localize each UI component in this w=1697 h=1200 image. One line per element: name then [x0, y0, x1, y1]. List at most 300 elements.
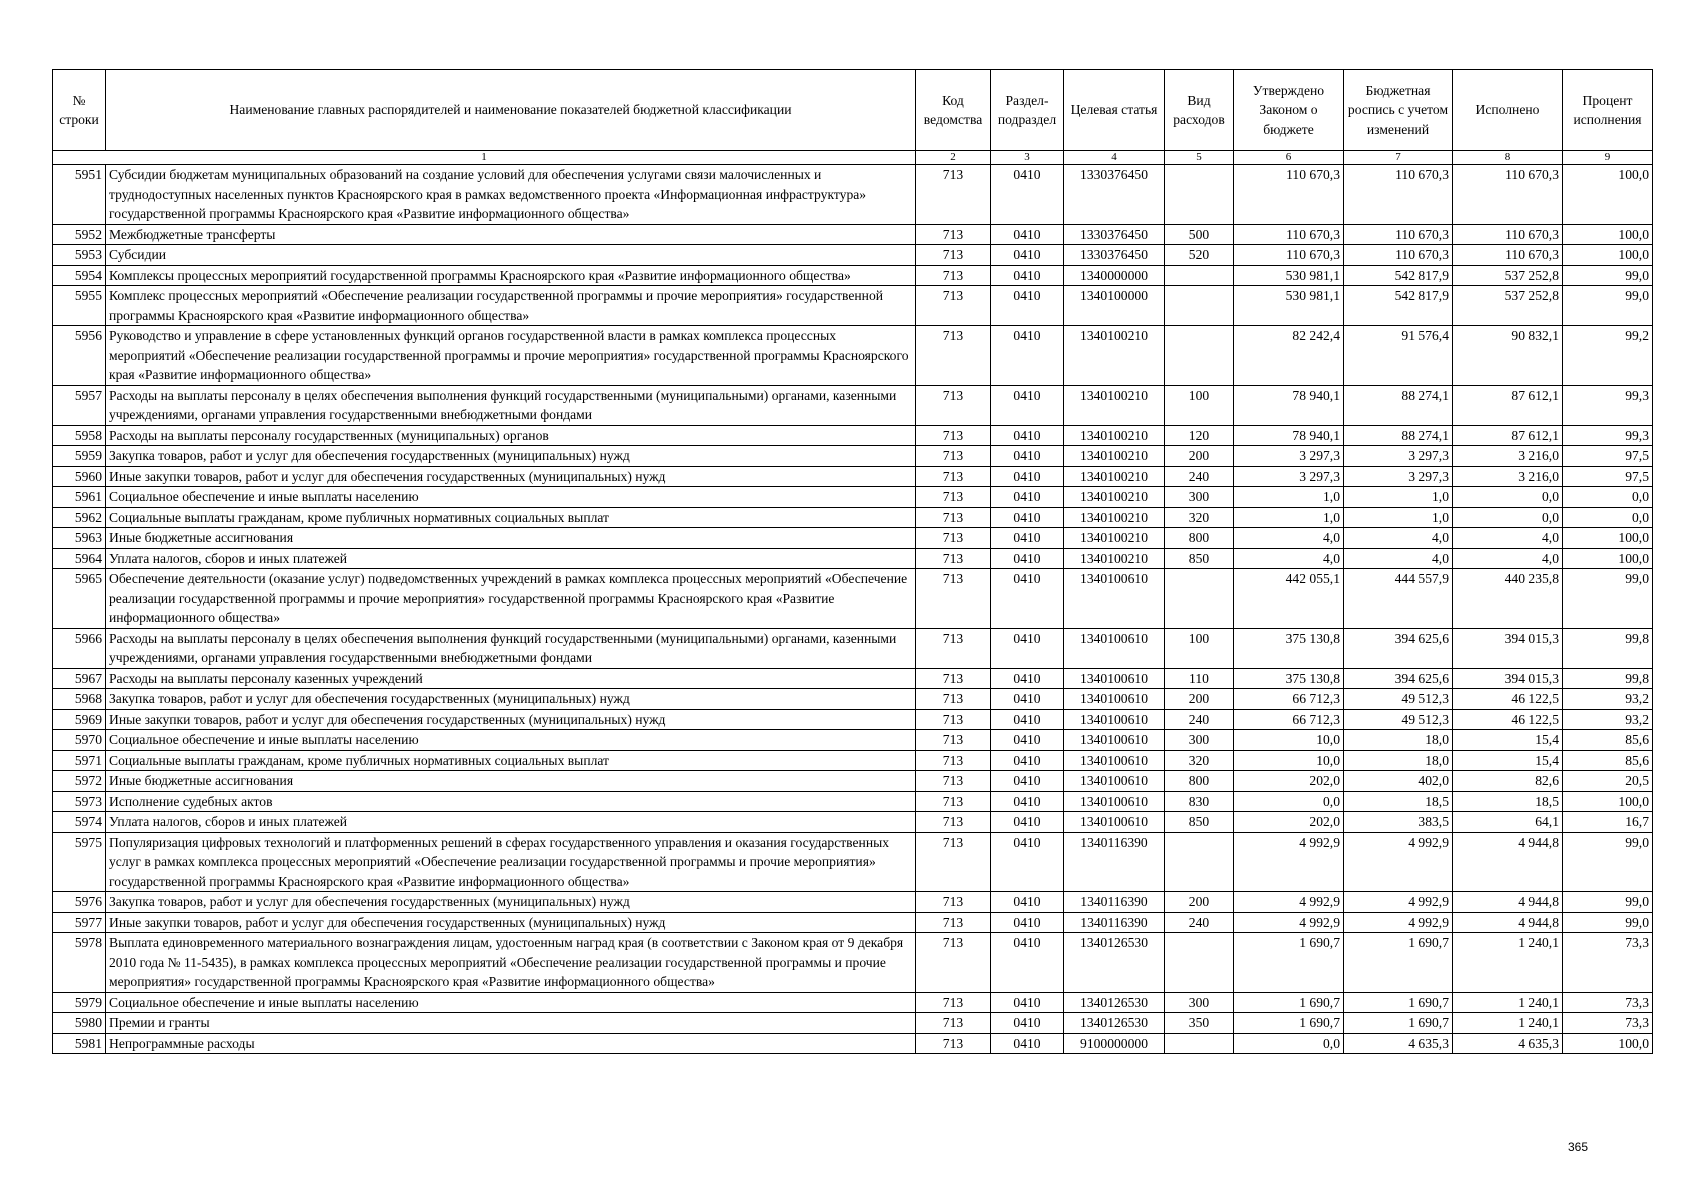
row-name-cell: Закупка товаров, работ и услуг для обеспечения государственных (муниципальных) нужд: [106, 892, 916, 913]
column-number: 3: [991, 151, 1064, 165]
row-expense-type-cell: 200: [1165, 446, 1234, 467]
row-percent-cell: 97,5: [1563, 446, 1653, 467]
header-expense-type: Вид расходов: [1165, 70, 1234, 151]
row-approved-cell: 4 992,9: [1234, 892, 1344, 913]
row-percent-cell: 99,3: [1563, 385, 1653, 425]
row-name-cell: Социальное обеспечение и иные выплаты населению: [106, 992, 916, 1013]
row-executed-cell: 0,0: [1453, 487, 1563, 508]
row-section-cell: 0410: [991, 385, 1064, 425]
row-section-cell: 0410: [991, 832, 1064, 892]
row-target-cell: 1340100610: [1064, 689, 1165, 710]
row-percent-cell: 99,0: [1563, 265, 1653, 286]
row-approved-cell: 3 297,3: [1234, 446, 1344, 467]
row-expense-type-cell: 850: [1165, 548, 1234, 569]
row-percent-cell: 93,2: [1563, 689, 1653, 710]
row-expense-type-cell: 830: [1165, 791, 1234, 812]
row-expense-type-cell: 200: [1165, 689, 1234, 710]
row-target-cell: 1340100210: [1064, 446, 1165, 467]
row-number-cell: 5957: [53, 385, 106, 425]
row-executed-cell: 87 612,1: [1453, 385, 1563, 425]
table-row: [53, 507, 1653, 528]
row-percent-cell: 99,8: [1563, 668, 1653, 689]
row-budget-list-cell: 542 817,9: [1344, 265, 1453, 286]
row-budget-list-cell: 1,0: [1344, 507, 1453, 528]
row-target-cell: 1340100210: [1064, 528, 1165, 549]
row-percent-cell: 99,0: [1563, 912, 1653, 933]
row-name-cell: Иные бюджетные ассигнования: [106, 771, 916, 792]
row-number-cell: 5972: [53, 771, 106, 792]
row-name-cell: Закупка товаров, работ и услуг для обеспечения государственных (муниципальных) нужд: [106, 446, 916, 467]
row-dept-code-cell: 713: [916, 730, 991, 751]
row-budget-list-cell: 444 557,9: [1344, 569, 1453, 629]
header-dept-code: Код ведомства: [916, 70, 991, 151]
row-budget-list-cell: 3 297,3: [1344, 466, 1453, 487]
row-budget-list-cell: 88 274,1: [1344, 425, 1453, 446]
row-number-cell: 5978: [53, 933, 106, 993]
row-name-cell: Обеспечение деятельности (оказание услуг) подведомственных учреждений в рамках комплекса процессных мероприятий «Обеспечение реализации государственной программы и прочие мероприятия» государственной программы Красноярского края «Развитие информационного общества»: [106, 569, 916, 629]
row-section-cell: 0410: [991, 286, 1064, 326]
row-percent-cell: 99,8: [1563, 628, 1653, 668]
row-expense-type-cell: 850: [1165, 812, 1234, 833]
row-number-cell: 5965: [53, 569, 106, 629]
row-percent-cell: 99,0: [1563, 892, 1653, 913]
row-name-cell: Субсидии: [106, 245, 916, 266]
table-body: [53, 165, 1653, 1054]
row-target-cell: 1340000000: [1064, 265, 1165, 286]
row-number-cell: 5977: [53, 912, 106, 933]
row-executed-cell: 110 670,3: [1453, 245, 1563, 266]
row-dept-code-cell: 713: [916, 812, 991, 833]
row-section-cell: 0410: [991, 548, 1064, 569]
row-budget-list-cell: 18,5: [1344, 791, 1453, 812]
table-row: [53, 628, 1653, 668]
row-approved-cell: 4,0: [1234, 528, 1344, 549]
table-header: [53, 70, 1653, 165]
row-target-cell: 1330376450: [1064, 224, 1165, 245]
row-executed-cell: 1 240,1: [1453, 933, 1563, 993]
row-percent-cell: 100,0: [1563, 245, 1653, 266]
row-number-cell: 5952: [53, 224, 106, 245]
row-name-cell: Закупка товаров, работ и услуг для обеспечения государственных (муниципальных) нужд: [106, 689, 916, 710]
table-row: [53, 771, 1653, 792]
table-row: [53, 548, 1653, 569]
row-section-cell: 0410: [991, 992, 1064, 1013]
row-expense-type-cell: 200: [1165, 892, 1234, 913]
row-percent-cell: 93,2: [1563, 709, 1653, 730]
table-row: [53, 912, 1653, 933]
row-expense-type-cell: 100: [1165, 385, 1234, 425]
row-number-cell: 5961: [53, 487, 106, 508]
row-approved-cell: 202,0: [1234, 812, 1344, 833]
table-row: [53, 224, 1653, 245]
row-percent-cell: 100,0: [1563, 528, 1653, 549]
table-row: [53, 528, 1653, 549]
row-name-cell: Руководство и управление в сфере установленных функций органов государственной власти в рамках комплекса процессных мероприятий «Обеспечение реализации государственной программы и прочие мероприятия» государственной программы Красноярского края «Развитие информационного общества»: [106, 326, 916, 386]
row-approved-cell: 530 981,1: [1234, 265, 1344, 286]
row-name-cell: Исполнение судебных актов: [106, 791, 916, 812]
table-row: [53, 385, 1653, 425]
row-name-cell: Иные закупки товаров, работ и услуг для обеспечения государственных (муниципальных) нужд: [106, 912, 916, 933]
document-page: [52, 69, 1652, 1054]
row-name-cell: Комплексы процессных мероприятий государственной программы Красноярского края «Развитие информационного общества»: [106, 265, 916, 286]
row-target-cell: 1340116390: [1064, 892, 1165, 913]
row-expense-type-cell: [1165, 265, 1234, 286]
row-percent-cell: 73,3: [1563, 1013, 1653, 1034]
row-dept-code-cell: 713: [916, 668, 991, 689]
row-dept-code-cell: 713: [916, 569, 991, 629]
row-name-cell: Межбюджетные трансферты: [106, 224, 916, 245]
table-row: [53, 286, 1653, 326]
row-dept-code-cell: 713: [916, 385, 991, 425]
row-number-cell: 5980: [53, 1013, 106, 1034]
row-dept-code-cell: 713: [916, 487, 991, 508]
row-expense-type-cell: 520: [1165, 245, 1234, 266]
row-section-cell: 0410: [991, 425, 1064, 446]
row-dept-code-cell: 713: [916, 912, 991, 933]
row-name-cell: Социальное обеспечение и иные выплаты населению: [106, 730, 916, 751]
row-number-cell: 5979: [53, 992, 106, 1013]
row-executed-cell: 1 240,1: [1453, 1013, 1563, 1034]
row-expense-type-cell: 800: [1165, 771, 1234, 792]
row-number-cell: 5958: [53, 425, 106, 446]
row-target-cell: 1340100210: [1064, 385, 1165, 425]
row-budget-list-cell: 4 992,9: [1344, 892, 1453, 913]
row-dept-code-cell: 713: [916, 446, 991, 467]
row-budget-list-cell: 88 274,1: [1344, 385, 1453, 425]
table-row: [53, 487, 1653, 508]
row-budget-list-cell: 110 670,3: [1344, 165, 1453, 225]
row-section-cell: 0410: [991, 689, 1064, 710]
column-number: 1: [53, 151, 916, 165]
row-dept-code-cell: 713: [916, 1033, 991, 1054]
row-budget-list-cell: 49 512,3: [1344, 709, 1453, 730]
row-approved-cell: 3 297,3: [1234, 466, 1344, 487]
row-budget-list-cell: 383,5: [1344, 812, 1453, 833]
row-name-cell: Расходы на выплаты персоналу государственных (муниципальных) органов: [106, 425, 916, 446]
row-target-cell: 1340100610: [1064, 628, 1165, 668]
row-target-cell: 1340100210: [1064, 326, 1165, 386]
row-target-cell: 1340100610: [1064, 730, 1165, 751]
row-number-cell: 5963: [53, 528, 106, 549]
row-budget-list-cell: 4,0: [1344, 528, 1453, 549]
row-section-cell: 0410: [991, 446, 1064, 467]
row-budget-list-cell: 4 635,3: [1344, 1033, 1453, 1054]
table-row: [53, 750, 1653, 771]
row-dept-code-cell: 713: [916, 165, 991, 225]
row-number-cell: 5953: [53, 245, 106, 266]
row-percent-cell: 100,0: [1563, 1033, 1653, 1054]
row-expense-type-cell: 240: [1165, 466, 1234, 487]
row-dept-code-cell: 713: [916, 548, 991, 569]
row-percent-cell: 0,0: [1563, 487, 1653, 508]
row-name-cell: Социальное обеспечение и иные выплаты населению: [106, 487, 916, 508]
row-name-cell: Уплата налогов, сборов и иных платежей: [106, 548, 916, 569]
row-section-cell: 0410: [991, 709, 1064, 730]
row-percent-cell: 99,3: [1563, 425, 1653, 446]
row-name-cell: Уплата налогов, сборов и иных платежей: [106, 812, 916, 833]
table-row: [53, 165, 1653, 225]
row-section-cell: 0410: [991, 326, 1064, 386]
row-executed-cell: 394 015,3: [1453, 668, 1563, 689]
row-section-cell: 0410: [991, 245, 1064, 266]
row-number-cell: 5966: [53, 628, 106, 668]
table-row: [53, 832, 1653, 892]
row-section-cell: 0410: [991, 487, 1064, 508]
row-approved-cell: 375 130,8: [1234, 668, 1344, 689]
row-executed-cell: 82,6: [1453, 771, 1563, 792]
row-approved-cell: 1,0: [1234, 487, 1344, 508]
column-number: 9: [1563, 151, 1653, 165]
row-executed-cell: 4,0: [1453, 548, 1563, 569]
row-approved-cell: 4 992,9: [1234, 912, 1344, 933]
row-name-cell: Иные закупки товаров, работ и услуг для обеспечения государственных (муниципальных) нужд: [106, 709, 916, 730]
row-target-cell: 1340100210: [1064, 548, 1165, 569]
table-row: [53, 689, 1653, 710]
row-target-cell: 1340100610: [1064, 569, 1165, 629]
row-budget-list-cell: 4,0: [1344, 548, 1453, 569]
row-section-cell: 0410: [991, 812, 1064, 833]
row-expense-type-cell: 320: [1165, 750, 1234, 771]
row-number-cell: 5955: [53, 286, 106, 326]
row-dept-code-cell: 713: [916, 709, 991, 730]
row-executed-cell: 3 216,0: [1453, 466, 1563, 487]
row-expense-type-cell: 120: [1165, 425, 1234, 446]
table-row: [53, 992, 1653, 1013]
row-approved-cell: 1 690,7: [1234, 992, 1344, 1013]
row-number-cell: 5951: [53, 165, 106, 225]
row-percent-cell: 99,0: [1563, 569, 1653, 629]
row-name-cell: Субсидии бюджетам муниципальных образований на создание условий для обеспечения услугами связи малочисленных и труднодоступных населенных пунктов Красноярского края в рамках ведомственного проекта «Информационная инфраструктура» государственной программы Красноярского края «Развитие информационного общества»: [106, 165, 916, 225]
row-budget-list-cell: 1 690,7: [1344, 933, 1453, 993]
row-number-cell: 5971: [53, 750, 106, 771]
row-budget-list-cell: 110 670,3: [1344, 245, 1453, 266]
row-percent-cell: 99,2: [1563, 326, 1653, 386]
row-number-cell: 5959: [53, 446, 106, 467]
row-executed-cell: 4,0: [1453, 528, 1563, 549]
row-target-cell: 1340116390: [1064, 912, 1165, 933]
row-target-cell: 1340100210: [1064, 487, 1165, 508]
row-budget-list-cell: 402,0: [1344, 771, 1453, 792]
row-percent-cell: 100,0: [1563, 791, 1653, 812]
row-percent-cell: 99,0: [1563, 286, 1653, 326]
row-executed-cell: 46 122,5: [1453, 709, 1563, 730]
row-executed-cell: 1 240,1: [1453, 992, 1563, 1013]
column-number: 4: [1064, 151, 1165, 165]
row-approved-cell: 110 670,3: [1234, 165, 1344, 225]
row-number-cell: 5956: [53, 326, 106, 386]
row-percent-cell: 20,5: [1563, 771, 1653, 792]
row-approved-cell: 110 670,3: [1234, 245, 1344, 266]
row-expense-type-cell: [1165, 326, 1234, 386]
row-dept-code-cell: 713: [916, 689, 991, 710]
row-executed-cell: 110 670,3: [1453, 224, 1563, 245]
row-approved-cell: 10,0: [1234, 730, 1344, 751]
row-executed-cell: 64,1: [1453, 812, 1563, 833]
row-approved-cell: 0,0: [1234, 1033, 1344, 1054]
row-number-cell: 5954: [53, 265, 106, 286]
row-expense-type-cell: 240: [1165, 912, 1234, 933]
row-section-cell: 0410: [991, 730, 1064, 751]
row-name-cell: Социальные выплаты гражданам, кроме публичных нормативных социальных выплат: [106, 750, 916, 771]
row-percent-cell: 73,3: [1563, 933, 1653, 993]
row-executed-cell: 4 944,8: [1453, 832, 1563, 892]
row-percent-cell: 100,0: [1563, 165, 1653, 225]
row-expense-type-cell: 300: [1165, 992, 1234, 1013]
row-number-cell: 5981: [53, 1033, 106, 1054]
row-dept-code-cell: 713: [916, 528, 991, 549]
header-section: Раздел-подраздел: [991, 70, 1064, 151]
table-row: [53, 265, 1653, 286]
row-expense-type-cell: [1165, 832, 1234, 892]
row-executed-cell: 15,4: [1453, 750, 1563, 771]
row-percent-cell: 100,0: [1563, 548, 1653, 569]
row-budget-list-cell: 18,0: [1344, 750, 1453, 771]
row-budget-list-cell: 49 512,3: [1344, 689, 1453, 710]
row-expense-type-cell: 240: [1165, 709, 1234, 730]
row-dept-code-cell: 713: [916, 425, 991, 446]
row-target-cell: 1340100610: [1064, 812, 1165, 833]
row-target-cell: 1340100610: [1064, 791, 1165, 812]
row-executed-cell: 537 252,8: [1453, 286, 1563, 326]
table-row: [53, 425, 1653, 446]
table-row: [53, 446, 1653, 467]
row-expense-type-cell: 800: [1165, 528, 1234, 549]
row-percent-cell: 73,3: [1563, 992, 1653, 1013]
column-numbers-row: [53, 151, 1653, 165]
row-executed-cell: 46 122,5: [1453, 689, 1563, 710]
row-executed-cell: 110 670,3: [1453, 165, 1563, 225]
row-budget-list-cell: 394 625,6: [1344, 628, 1453, 668]
row-target-cell: 1340100610: [1064, 750, 1165, 771]
row-percent-cell: 100,0: [1563, 224, 1653, 245]
row-number-cell: 5967: [53, 668, 106, 689]
header-executed: Исполнено: [1453, 70, 1563, 151]
row-dept-code-cell: 713: [916, 750, 991, 771]
row-target-cell: 1340100210: [1064, 425, 1165, 446]
row-target-cell: 1340100000: [1064, 286, 1165, 326]
row-executed-cell: 3 216,0: [1453, 446, 1563, 467]
row-section-cell: 0410: [991, 668, 1064, 689]
row-approved-cell: 1,0: [1234, 507, 1344, 528]
row-approved-cell: 66 712,3: [1234, 689, 1344, 710]
row-expense-type-cell: 320: [1165, 507, 1234, 528]
row-executed-cell: 4 944,8: [1453, 892, 1563, 913]
row-target-cell: 1330376450: [1064, 165, 1165, 225]
header-target: Целевая статья: [1064, 70, 1165, 151]
row-dept-code-cell: 713: [916, 286, 991, 326]
row-number-cell: 5975: [53, 832, 106, 892]
row-name-cell: Комплекс процессных мероприятий «Обеспечение реализации государственной программы и прочие мероприятия» государственной программы Красноярского края «Развитие информационного общества»: [106, 286, 916, 326]
row-dept-code-cell: 713: [916, 628, 991, 668]
row-section-cell: 0410: [991, 933, 1064, 993]
table-row: [53, 709, 1653, 730]
row-dept-code-cell: 713: [916, 466, 991, 487]
column-number: 2: [916, 151, 991, 165]
row-section-cell: 0410: [991, 912, 1064, 933]
row-section-cell: 0410: [991, 224, 1064, 245]
table-row: [53, 466, 1653, 487]
row-approved-cell: 4 992,9: [1234, 832, 1344, 892]
row-budget-list-cell: 1 690,7: [1344, 992, 1453, 1013]
row-expense-type-cell: 300: [1165, 487, 1234, 508]
row-section-cell: 0410: [991, 165, 1064, 225]
header-name: Наименование главных распорядителей и наименование показателей бюджетной классификации: [106, 70, 916, 151]
table-row: [53, 569, 1653, 629]
row-name-cell: Иные закупки товаров, работ и услуг для обеспечения государственных (муниципальных) нужд: [106, 466, 916, 487]
row-target-cell: 1330376450: [1064, 245, 1165, 266]
table-row: [53, 1013, 1653, 1034]
row-expense-type-cell: 350: [1165, 1013, 1234, 1034]
row-number-cell: 5974: [53, 812, 106, 833]
table-row: [53, 791, 1653, 812]
table-row: [53, 933, 1653, 993]
row-section-cell: 0410: [991, 528, 1064, 549]
row-expense-type-cell: [1165, 286, 1234, 326]
row-number-cell: 5960: [53, 466, 106, 487]
row-dept-code-cell: 713: [916, 892, 991, 913]
row-name-cell: Расходы на выплаты персоналу в целях обеспечения выполнения функций государственными (муниципальными) органами, казенными учреждениями, органами управления государственными внебюджетными фондами: [106, 628, 916, 668]
row-executed-cell: 440 235,8: [1453, 569, 1563, 629]
row-approved-cell: 530 981,1: [1234, 286, 1344, 326]
row-percent-cell: 85,6: [1563, 730, 1653, 751]
row-name-cell: Премии и гранты: [106, 1013, 916, 1034]
row-number-cell: 5962: [53, 507, 106, 528]
table-row: [53, 730, 1653, 751]
row-dept-code-cell: 713: [916, 326, 991, 386]
row-budget-list-cell: 110 670,3: [1344, 224, 1453, 245]
row-expense-type-cell: [1165, 1033, 1234, 1054]
row-section-cell: 0410: [991, 628, 1064, 668]
row-name-cell: Иные бюджетные ассигнования: [106, 528, 916, 549]
row-expense-type-cell: [1165, 569, 1234, 629]
row-section-cell: 0410: [991, 791, 1064, 812]
row-section-cell: 0410: [991, 569, 1064, 629]
row-budget-list-cell: 4 992,9: [1344, 912, 1453, 933]
row-percent-cell: 0,0: [1563, 507, 1653, 528]
row-budget-list-cell: 18,0: [1344, 730, 1453, 751]
row-name-cell: Непрограммные расходы: [106, 1033, 916, 1054]
row-approved-cell: 375 130,8: [1234, 628, 1344, 668]
column-number: 6: [1234, 151, 1344, 165]
row-executed-cell: 394 015,3: [1453, 628, 1563, 668]
row-number-cell: 5968: [53, 689, 106, 710]
row-target-cell: 1340100610: [1064, 709, 1165, 730]
row-dept-code-cell: 713: [916, 771, 991, 792]
row-approved-cell: 4,0: [1234, 548, 1344, 569]
table-row: [53, 1033, 1653, 1054]
row-approved-cell: 110 670,3: [1234, 224, 1344, 245]
row-approved-cell: 0,0: [1234, 791, 1344, 812]
row-executed-cell: 537 252,8: [1453, 265, 1563, 286]
row-target-cell: 1340126530: [1064, 933, 1165, 993]
row-approved-cell: 82 242,4: [1234, 326, 1344, 386]
row-target-cell: 1340100610: [1064, 771, 1165, 792]
row-budget-list-cell: 394 625,6: [1344, 668, 1453, 689]
row-approved-cell: 1 690,7: [1234, 1013, 1344, 1034]
table-row: [53, 668, 1653, 689]
row-target-cell: 1340126530: [1064, 992, 1165, 1013]
row-approved-cell: 78 940,1: [1234, 425, 1344, 446]
row-name-cell: Популяризация цифровых технологий и платформенных решений в сферах государственного управления и оказания государственных услуг в рамках комплекса процессных мероприятий «Обеспечение реализации государственной программы и прочие мероприятия» государственной программы Красноярского края «Развитие информационного общества»: [106, 832, 916, 892]
row-executed-cell: 18,5: [1453, 791, 1563, 812]
row-expense-type-cell: [1165, 165, 1234, 225]
row-budget-list-cell: 4 992,9: [1344, 832, 1453, 892]
column-number: 5: [1165, 151, 1234, 165]
header-percent: Процент исполнения: [1563, 70, 1653, 151]
row-budget-list-cell: 1,0: [1344, 487, 1453, 508]
row-number-cell: 5970: [53, 730, 106, 751]
row-section-cell: 0410: [991, 750, 1064, 771]
